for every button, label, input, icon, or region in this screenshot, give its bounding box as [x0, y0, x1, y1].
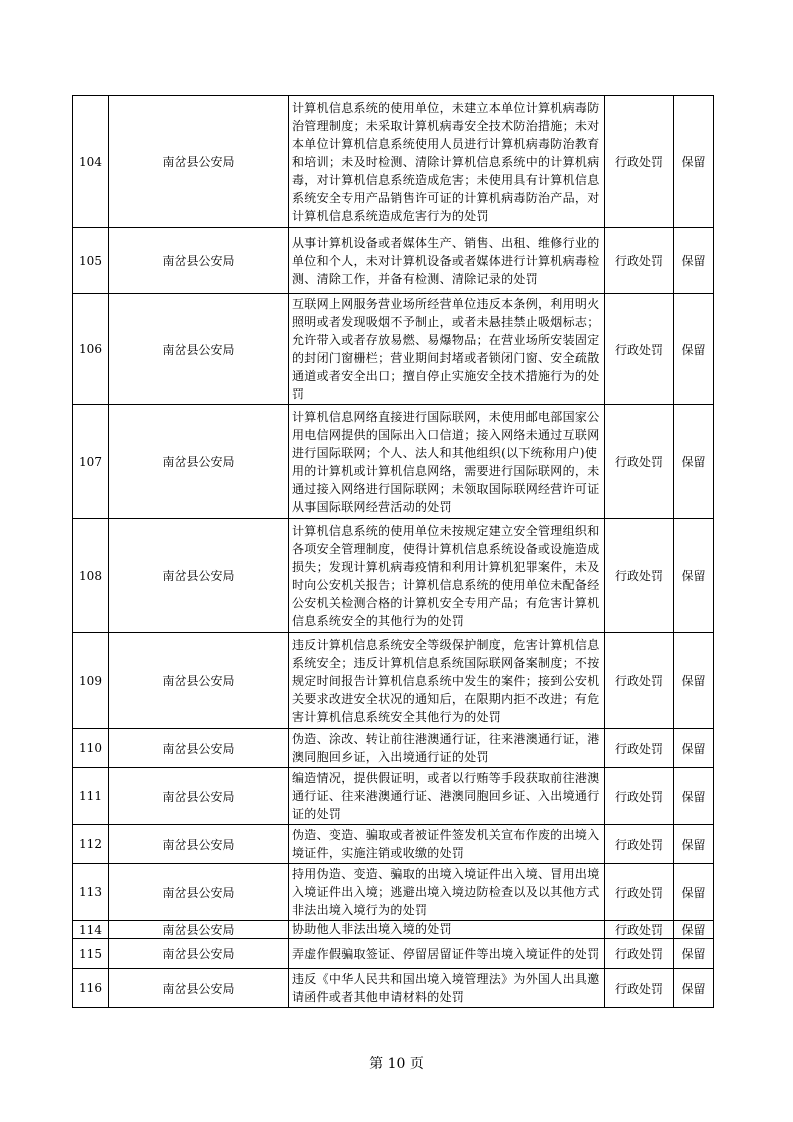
table-row [73, 729, 714, 768]
table-row [73, 405, 714, 519]
department-cell: 南岔县公安局 [109, 969, 289, 1008]
item-name-cell: 编造情况，提供假证明，或者以行贿等手段获取前往港澳通行证、往来港澳通行证、港澳同胞回乡证、入出境通行证的处罚 [289, 768, 605, 825]
item-name-cell: 违反《中华人民共和国出境入境管理法》为外国人出具邀请函件或者其他申请材料的处罚 [289, 969, 605, 1008]
item-name-cell: 违反计算机信息系统安全等级保护制度，危害计算机信息系统安全；违反计算机信息系统国际联网备案制度；不按规定时间报告计算机信息系统中发生的案件；接到公安机关要求改进安全状况的通知后，在限期内拒不改进；有危害计算机信息系统安全其他行为的处罚 [289, 633, 605, 729]
status-cell: 保留 [674, 405, 714, 519]
category-cell: 行政处罚 [605, 96, 674, 228]
table-row [73, 294, 714, 405]
row-number: 113 [73, 864, 109, 921]
row-number: 116 [73, 969, 109, 1008]
department-cell: 南岔县公安局 [109, 939, 289, 969]
table-body [73, 96, 714, 1008]
department-cell: 南岔县公安局 [109, 921, 289, 939]
item-name-cell: 互联网上网服务营业场所经营单位违反本条例，利用明火照明或者发现吸烟不予制止，或者未悬挂禁止吸烟标志；允许带入或者存放易燃、易爆物品；在营业场所安装固定的封闭门窗栅栏；营业期间封堵或者锁闭门窗、安全疏散通道或者安全出口；擅自停止实施安全技术措施行为的处罚 [289, 294, 605, 405]
table-row [73, 633, 714, 729]
status-cell: 保留 [674, 729, 714, 768]
row-number: 106 [73, 294, 109, 405]
table-row [73, 969, 714, 1008]
category-cell: 行政处罚 [605, 768, 674, 825]
table-row [73, 96, 714, 228]
status-cell: 保留 [674, 228, 714, 294]
department-cell: 南岔县公安局 [109, 228, 289, 294]
category-cell: 行政处罚 [605, 729, 674, 768]
item-name-cell: 弄虚作假骗取签证、停留居留证件等出境入境证件的处罚 [289, 939, 605, 969]
row-number: 111 [73, 768, 109, 825]
item-name-cell: 协助他人非法出境入境的处罚 [289, 921, 605, 939]
department-cell: 南岔县公安局 [109, 825, 289, 864]
category-cell: 行政处罚 [605, 939, 674, 969]
category-cell: 行政处罚 [605, 228, 674, 294]
item-name-cell: 伪造、变造、骗取或者被证件签发机关宣布作废的出境入境证件，实施注销或收缴的处罚 [289, 825, 605, 864]
status-cell: 保留 [674, 969, 714, 1008]
status-cell: 保留 [674, 921, 714, 939]
category-cell: 行政处罚 [605, 825, 674, 864]
category-cell: 行政处罚 [605, 405, 674, 519]
table-row [73, 768, 714, 825]
status-cell: 保留 [674, 519, 714, 633]
department-cell: 南岔县公安局 [109, 96, 289, 228]
row-number: 105 [73, 228, 109, 294]
status-cell: 保留 [674, 825, 714, 864]
department-cell: 南岔县公安局 [109, 633, 289, 729]
department-cell: 南岔县公安局 [109, 405, 289, 519]
item-name-cell: 计算机信息网络直接进行国际联网，未使用邮电部国家公用电信网提供的国际出入口信道；接入网络未通过互联网进行国际联网；个人、法人和其他组织(以下统称用户)使用的计算机或计算机信息网络，需要进行国际联网的，未通过接入网络进行国际联网；未领取国际联网经营许可证从事国际联网经营活动的处罚 [289, 405, 605, 519]
status-cell: 保留 [674, 864, 714, 921]
item-name-cell: 持用伪造、变造、骗取的出境入境证件出入境、冒用出境入境证件出入境；逃避出境入境边防检查以及以其他方式非法出境入境行为的处罚 [289, 864, 605, 921]
power-list-table [72, 95, 714, 1008]
row-number: 114 [73, 921, 109, 939]
status-cell: 保留 [674, 939, 714, 969]
category-cell: 行政处罚 [605, 921, 674, 939]
table-row [73, 228, 714, 294]
item-name-cell: 从事计算机设备或者媒体生产、销售、出租、维修行业的单位和个人，未对计算机设备或者媒体进行计算机病毒检测、清除工作，并备有检测、清除记录的处罚 [289, 228, 605, 294]
category-cell: 行政处罚 [605, 294, 674, 405]
page-number: 第 10 页 [369, 1056, 424, 1072]
row-number: 108 [73, 519, 109, 633]
item-name-cell: 伪造、涂改、转让前往港澳通行证，往来港澳通行证，港澳同胞回乡证，入出境通行证的处罚 [289, 729, 605, 768]
department-cell: 南岔县公安局 [109, 864, 289, 921]
table-row [73, 519, 714, 633]
category-cell: 行政处罚 [605, 969, 674, 1008]
category-cell: 行政处罚 [605, 519, 674, 633]
table-row [73, 921, 714, 939]
department-cell: 南岔县公安局 [109, 768, 289, 825]
category-cell: 行政处罚 [605, 864, 674, 921]
item-name-cell: 计算机信息系统的使用单位，未建立本单位计算机病毒防治管理制度；未采取计算机病毒安全技术防治措施；未对本单位计算机信息系统使用人员进行计算机病毒防治教育和培训；未及时检测、清除计算机信息系统中的计算机病毒，对计算机信息系统造成危害；未使用具有计算机信息系统安全专用产品销售许可证的计算机病毒防治产品，对计算机信息系统造成危害行为的处罚 [289, 96, 605, 228]
row-number: 107 [73, 405, 109, 519]
row-number: 109 [73, 633, 109, 729]
row-number: 110 [73, 729, 109, 768]
table-row [73, 864, 714, 921]
table-row [73, 939, 714, 969]
category-cell: 行政处罚 [605, 633, 674, 729]
row-number: 112 [73, 825, 109, 864]
department-cell: 南岔县公安局 [109, 519, 289, 633]
status-cell: 保留 [674, 768, 714, 825]
status-cell: 保留 [674, 96, 714, 228]
department-cell: 南岔县公安局 [109, 729, 289, 768]
table-row [73, 825, 714, 864]
department-cell: 南岔县公安局 [109, 294, 289, 405]
row-number: 115 [73, 939, 109, 969]
status-cell: 保留 [674, 633, 714, 729]
item-name-cell: 计算机信息系统的使用单位未按规定建立安全管理组织和各项安全管理制度，使得计算机信息系统设备或设施造成损失；发现计算机病毒疫情和利用计算机犯罪案件，未及时向公安机关报告；计算机信息系统的使用单位未配备经公安机关检测合格的计算机安全专用产品；有危害计算机信息系统安全的其他行为的处罚 [289, 519, 605, 633]
row-number: 104 [73, 96, 109, 228]
status-cell: 保留 [674, 294, 714, 405]
